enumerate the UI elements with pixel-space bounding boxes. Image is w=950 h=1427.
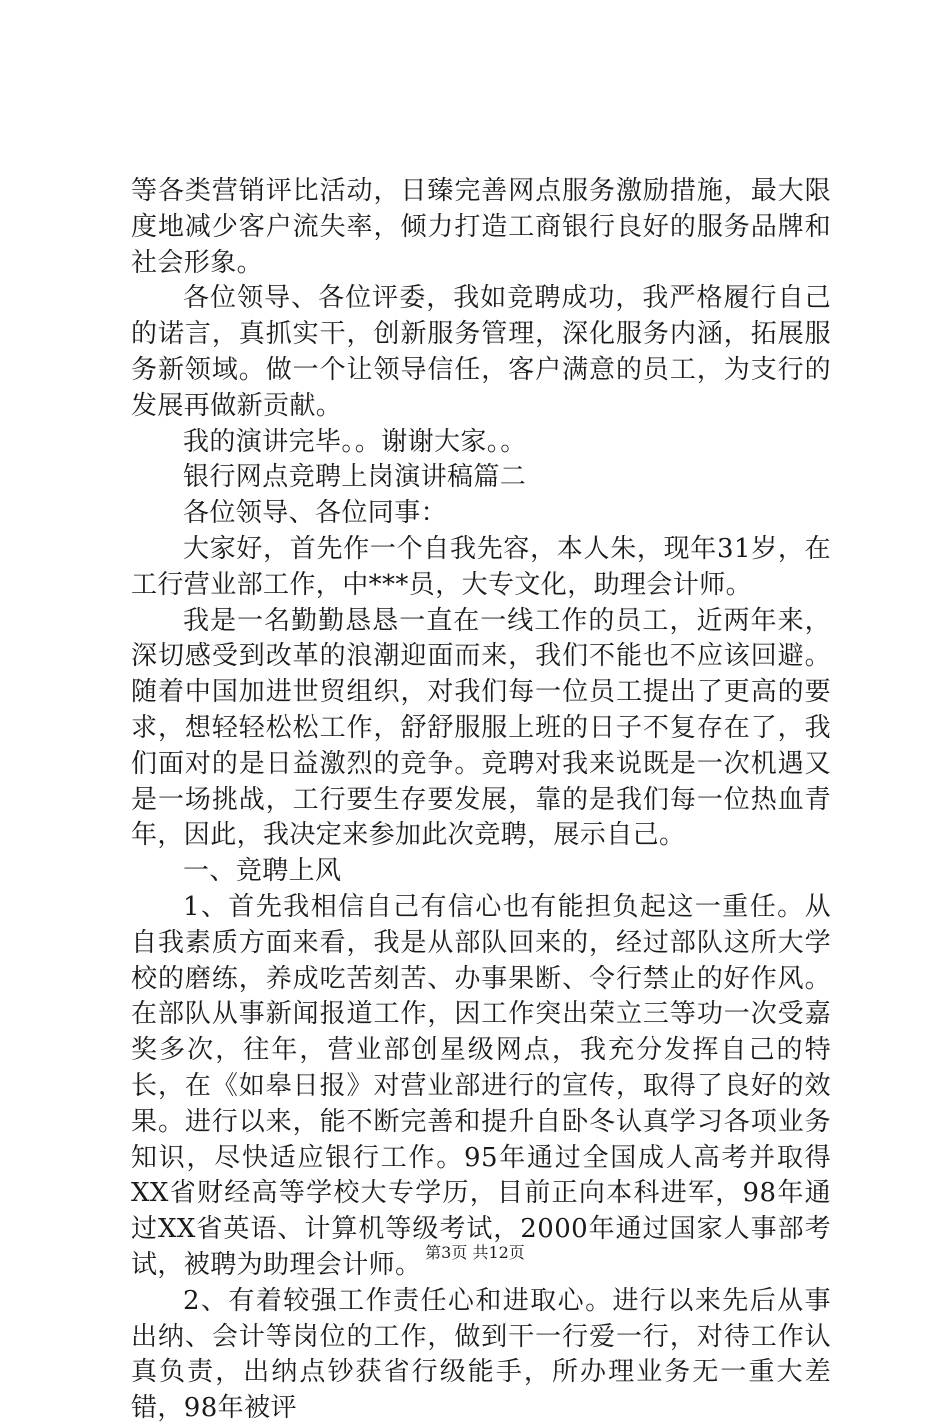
section-title: 银行网点竞聘上岗演讲稿篇二 <box>183 462 527 493</box>
salutation: 各位领导、各位同事： <box>183 498 448 529</box>
paragraph-motivation: 我是一名勤勤恳恳一直在一线工作的员工，近两年来，深切感受到改革的浪潮迎面而来，我们不能也不应该回避。随着中国加进世贸组织，对我们每一位员工提出了更高的要求，想轻轻松松工作，舒舒服服上班的日子不复存在了，我们面对的是日益激烈的竞争。竞聘对我来说既是一次机遇又是一场挑战，工行要生存要发展，靠的是我们每一位热血青年，因此，我决定来参加此次竞聘，展示自己。 <box>131 605 831 851</box>
paragraph-advantage-1: 1、首先我相信自己有信心也有能担负起这一重任。从自我素质方面来看，我是从部队回来的，经过部队这所大学校的磨练，养成吃苦刻苦、办事果断、令行禁止的好作风。在部队从事新闻报道工作，因工作突出荣立三等功一次受嘉奖多次，往年，营业部创星级网点，我充分发挥自己的特长，在《如皋日报》对营业部进行的宣传，取得了良好的效果。进行以来，能不断完善和提升自卧冬认真学习各项业务知识，尽快适应银行工作。95年通过全国成人高考并取得XX省财经高等学校大专学历，目前正向本科进军，98年通过XX省英语、计算机等级考试，2000年通过国家人事部考试，被聘为助理会计师。 <box>131 891 831 1280</box>
heading-advantages: 一、竞聘上风 <box>183 856 342 887</box>
document-body <box>131 174 831 1427</box>
paragraph-commitment: 各位领导、各位评委，我如竞聘成功，我严格履行自己的诺言，真抓实干，创新服务管理，深化服务内涵，拓展服务新领域。做一个让领导信任，客户满意的员工，为支行的发展再做新贡献。 <box>131 283 831 421</box>
paragraph-closing: 我的演讲完毕。。谢谢大家。。 <box>183 426 527 457</box>
paragraph-introduction: 大家好，首先作一个自我先容，本人朱，现年31岁，在工行营业部工作，中***员，大专文化，助理会计师。 <box>131 533 831 600</box>
page-footer: 第3页 共12页 <box>425 1243 525 1262</box>
paragraph-advantage-2: 2、有着较强工作责任心和进取心。进行以来先后从事出纳、会计等岗位的工作，做到干一行爱一行，对待工作认真负责，出纳点钞获省行级能手，所办理业务无一重大差错，98年被评 <box>131 1285 831 1424</box>
paragraph-continuation: 等各类营销评比活动，日臻完善网点服务激励措施，最大限度地减少客户流失率，倾力打造工商银行良好的服务品牌和社会形象。 <box>131 176 831 278</box>
